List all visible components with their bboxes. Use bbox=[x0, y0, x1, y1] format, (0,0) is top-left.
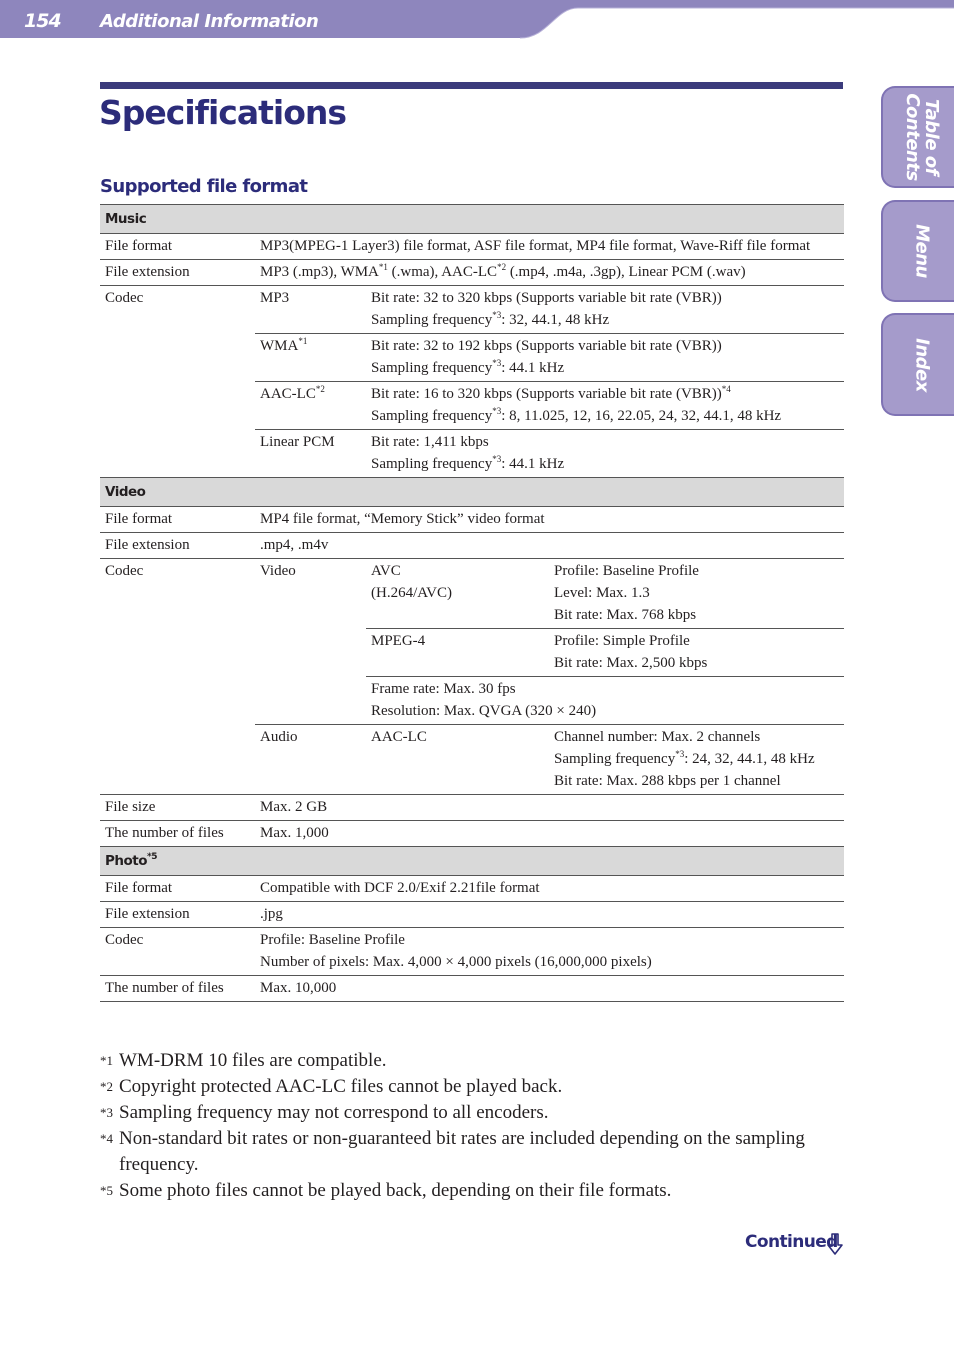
row-label: The number of files bbox=[100, 821, 255, 847]
row-label: File extension bbox=[100, 260, 255, 286]
row-label: File size bbox=[100, 795, 255, 821]
footnote bbox=[100, 1100, 845, 1126]
row-label: The number of files bbox=[100, 976, 255, 1002]
table-section-header bbox=[100, 847, 844, 876]
row-label: File format bbox=[100, 876, 255, 902]
table-section-header bbox=[100, 205, 844, 234]
tab-table-of-contents[interactable] bbox=[881, 86, 954, 188]
row-value: Compatible with DCF 2.0/Exif 2.21file format bbox=[255, 876, 844, 902]
footnote-text: Copyright protected AAC-LC files cannot be played back. bbox=[119, 1076, 563, 1097]
codec-detail: Channel number: Max. 2 channels Sampling frequency$^{*3}$: 24, 32, 44.1, 48 kHz Bit rate: Max. 288 kbps per 1 channel bbox=[549, 725, 844, 795]
footnote bbox=[100, 1126, 845, 1178]
footnote-text: Sampling frequency may not correspond to all encoders. bbox=[119, 1102, 549, 1123]
codec-name: MP3 bbox=[255, 286, 366, 334]
footnote-mark: *1 bbox=[100, 1053, 113, 1068]
row-label: Codec bbox=[100, 286, 255, 478]
codec-name: AVC (H.264/AVC) bbox=[366, 559, 549, 629]
row-value: Max. 2 GB bbox=[255, 795, 844, 821]
table-row bbox=[100, 795, 844, 821]
section-heading-photo: Photo$^{*5}$ bbox=[100, 847, 844, 876]
row-value: MP4 file format, “Memory Stick” video format bbox=[255, 507, 844, 533]
table-row bbox=[100, 533, 844, 559]
continued-link[interactable]: Continued bbox=[745, 1232, 838, 1252]
codec-detail: Bit rate: 32 to 192 kbps (Supports variable bit rate (VBR)) Sampling frequency$^{*3}$: 44.1 kHz bbox=[366, 334, 844, 382]
table-row bbox=[100, 902, 844, 928]
footnote-mark: *5 bbox=[100, 1183, 113, 1198]
tab-label: Index bbox=[911, 337, 933, 392]
title-rule bbox=[100, 82, 843, 89]
codec-type: Audio bbox=[255, 725, 366, 795]
table-row bbox=[100, 876, 844, 902]
footnote-mark: *2 bbox=[100, 1079, 113, 1094]
codec-detail: Bit rate: 1,411 kbps Sampling frequency$^{*3}$: 44.1 kHz bbox=[366, 430, 844, 478]
codec-detail: Bit rate: 32 to 320 kbps (Supports variable bit rate (VBR)) Sampling frequency$^{*3}$: 32, 44.1, 48 kHz bbox=[366, 286, 844, 334]
codec-detail: Profile: Baseline Profile Level: Max. 1.3 Bit rate: Max. 768 kbps bbox=[549, 559, 844, 629]
spec-table bbox=[100, 204, 844, 1002]
row-value: .mp4, .m4v bbox=[255, 533, 844, 559]
section-heading-music: Music bbox=[100, 205, 844, 234]
table-row bbox=[100, 260, 844, 286]
codec-name: AAC-LC bbox=[366, 725, 549, 795]
section-title: Additional Information bbox=[100, 11, 319, 32]
page-number: 154 bbox=[24, 10, 61, 32]
footnote bbox=[100, 1048, 845, 1074]
codec-detail: Bit rate: 16 to 320 kbps (Supports variable bit rate (VBR))$^{*4}$ Sampling frequency$^{*3}$: 8, 11.025, 12, 16, 22.05, 24, 32, 44.1, 48 kHz bbox=[366, 382, 844, 430]
row-value: Max. 1,000 bbox=[255, 821, 844, 847]
row-value: MP3 (.mp3), WMA$^{*1}$ (.wma), AAC-LC$^{*2}$ (.mp4, .m4a, .3gp), Linear PCM (.wav) bbox=[255, 260, 844, 286]
footnote bbox=[100, 1074, 845, 1100]
table-row bbox=[100, 286, 844, 334]
tab-label: Table of Contents bbox=[902, 93, 942, 181]
row-value: Max. 10,000 bbox=[255, 976, 844, 1002]
table-row bbox=[100, 821, 844, 847]
footnote-mark: *4 bbox=[100, 1131, 113, 1146]
tab-menu[interactable] bbox=[881, 200, 954, 302]
table-section-header bbox=[100, 478, 844, 507]
tab-label: Menu bbox=[911, 224, 933, 278]
row-label: Codec bbox=[100, 928, 255, 976]
row-value: Profile: Baseline Profile Number of pixels: Max. 4,000 × 4,000 pixels (16,000,000 pixels) bbox=[255, 928, 844, 976]
section-heading-video: Video bbox=[100, 478, 844, 507]
row-value: .jpg bbox=[255, 902, 844, 928]
page-title: Specifications bbox=[99, 93, 347, 132]
codec-name: MPEG-4 bbox=[366, 629, 549, 677]
footnote-text: Non-standard bit rates or non-guaranteed bit rates are included depending on the sampling frequency. bbox=[119, 1128, 805, 1175]
table-row bbox=[100, 234, 844, 260]
footnote bbox=[100, 1178, 845, 1204]
table-row bbox=[100, 976, 844, 1002]
codec-name: WMA$^{*1}$ bbox=[255, 334, 366, 382]
codec-detail: Profile: Simple Profile Bit rate: Max. 2,500 kbps bbox=[549, 629, 844, 677]
table-row bbox=[100, 559, 844, 629]
footnote-mark: *3 bbox=[100, 1105, 113, 1120]
tab-index[interactable] bbox=[881, 313, 954, 416]
footnote-text: WM-DRM 10 files are compatible. bbox=[119, 1050, 387, 1071]
codec-name: AAC-LC$^{*2}$ bbox=[255, 382, 366, 430]
row-label: File format bbox=[100, 507, 255, 533]
codec-name: Linear PCM bbox=[255, 430, 366, 478]
table-row bbox=[100, 928, 844, 976]
section-subtitle: Supported file format bbox=[100, 176, 308, 197]
table-row bbox=[100, 507, 844, 533]
footnote-text: Some photo files cannot be played back, depending on their file formats. bbox=[119, 1180, 672, 1201]
footnotes bbox=[100, 1048, 845, 1204]
row-label: File extension bbox=[100, 533, 255, 559]
header-bar bbox=[0, 0, 954, 40]
row-label: Codec bbox=[100, 559, 255, 795]
row-label: File format bbox=[100, 234, 255, 260]
codec-detail: Frame rate: Max. 30 fps Resolution: Max. QVGA (320 × 240) bbox=[366, 677, 844, 725]
row-value: MP3(MPEG-1 Layer3) file format, ASF file format, MP4 file format, Wave-Riff file format bbox=[255, 234, 844, 260]
row-label: File extension bbox=[100, 902, 255, 928]
down-arrow-icon[interactable] bbox=[826, 1232, 844, 1256]
codec-type: Video bbox=[255, 559, 366, 725]
